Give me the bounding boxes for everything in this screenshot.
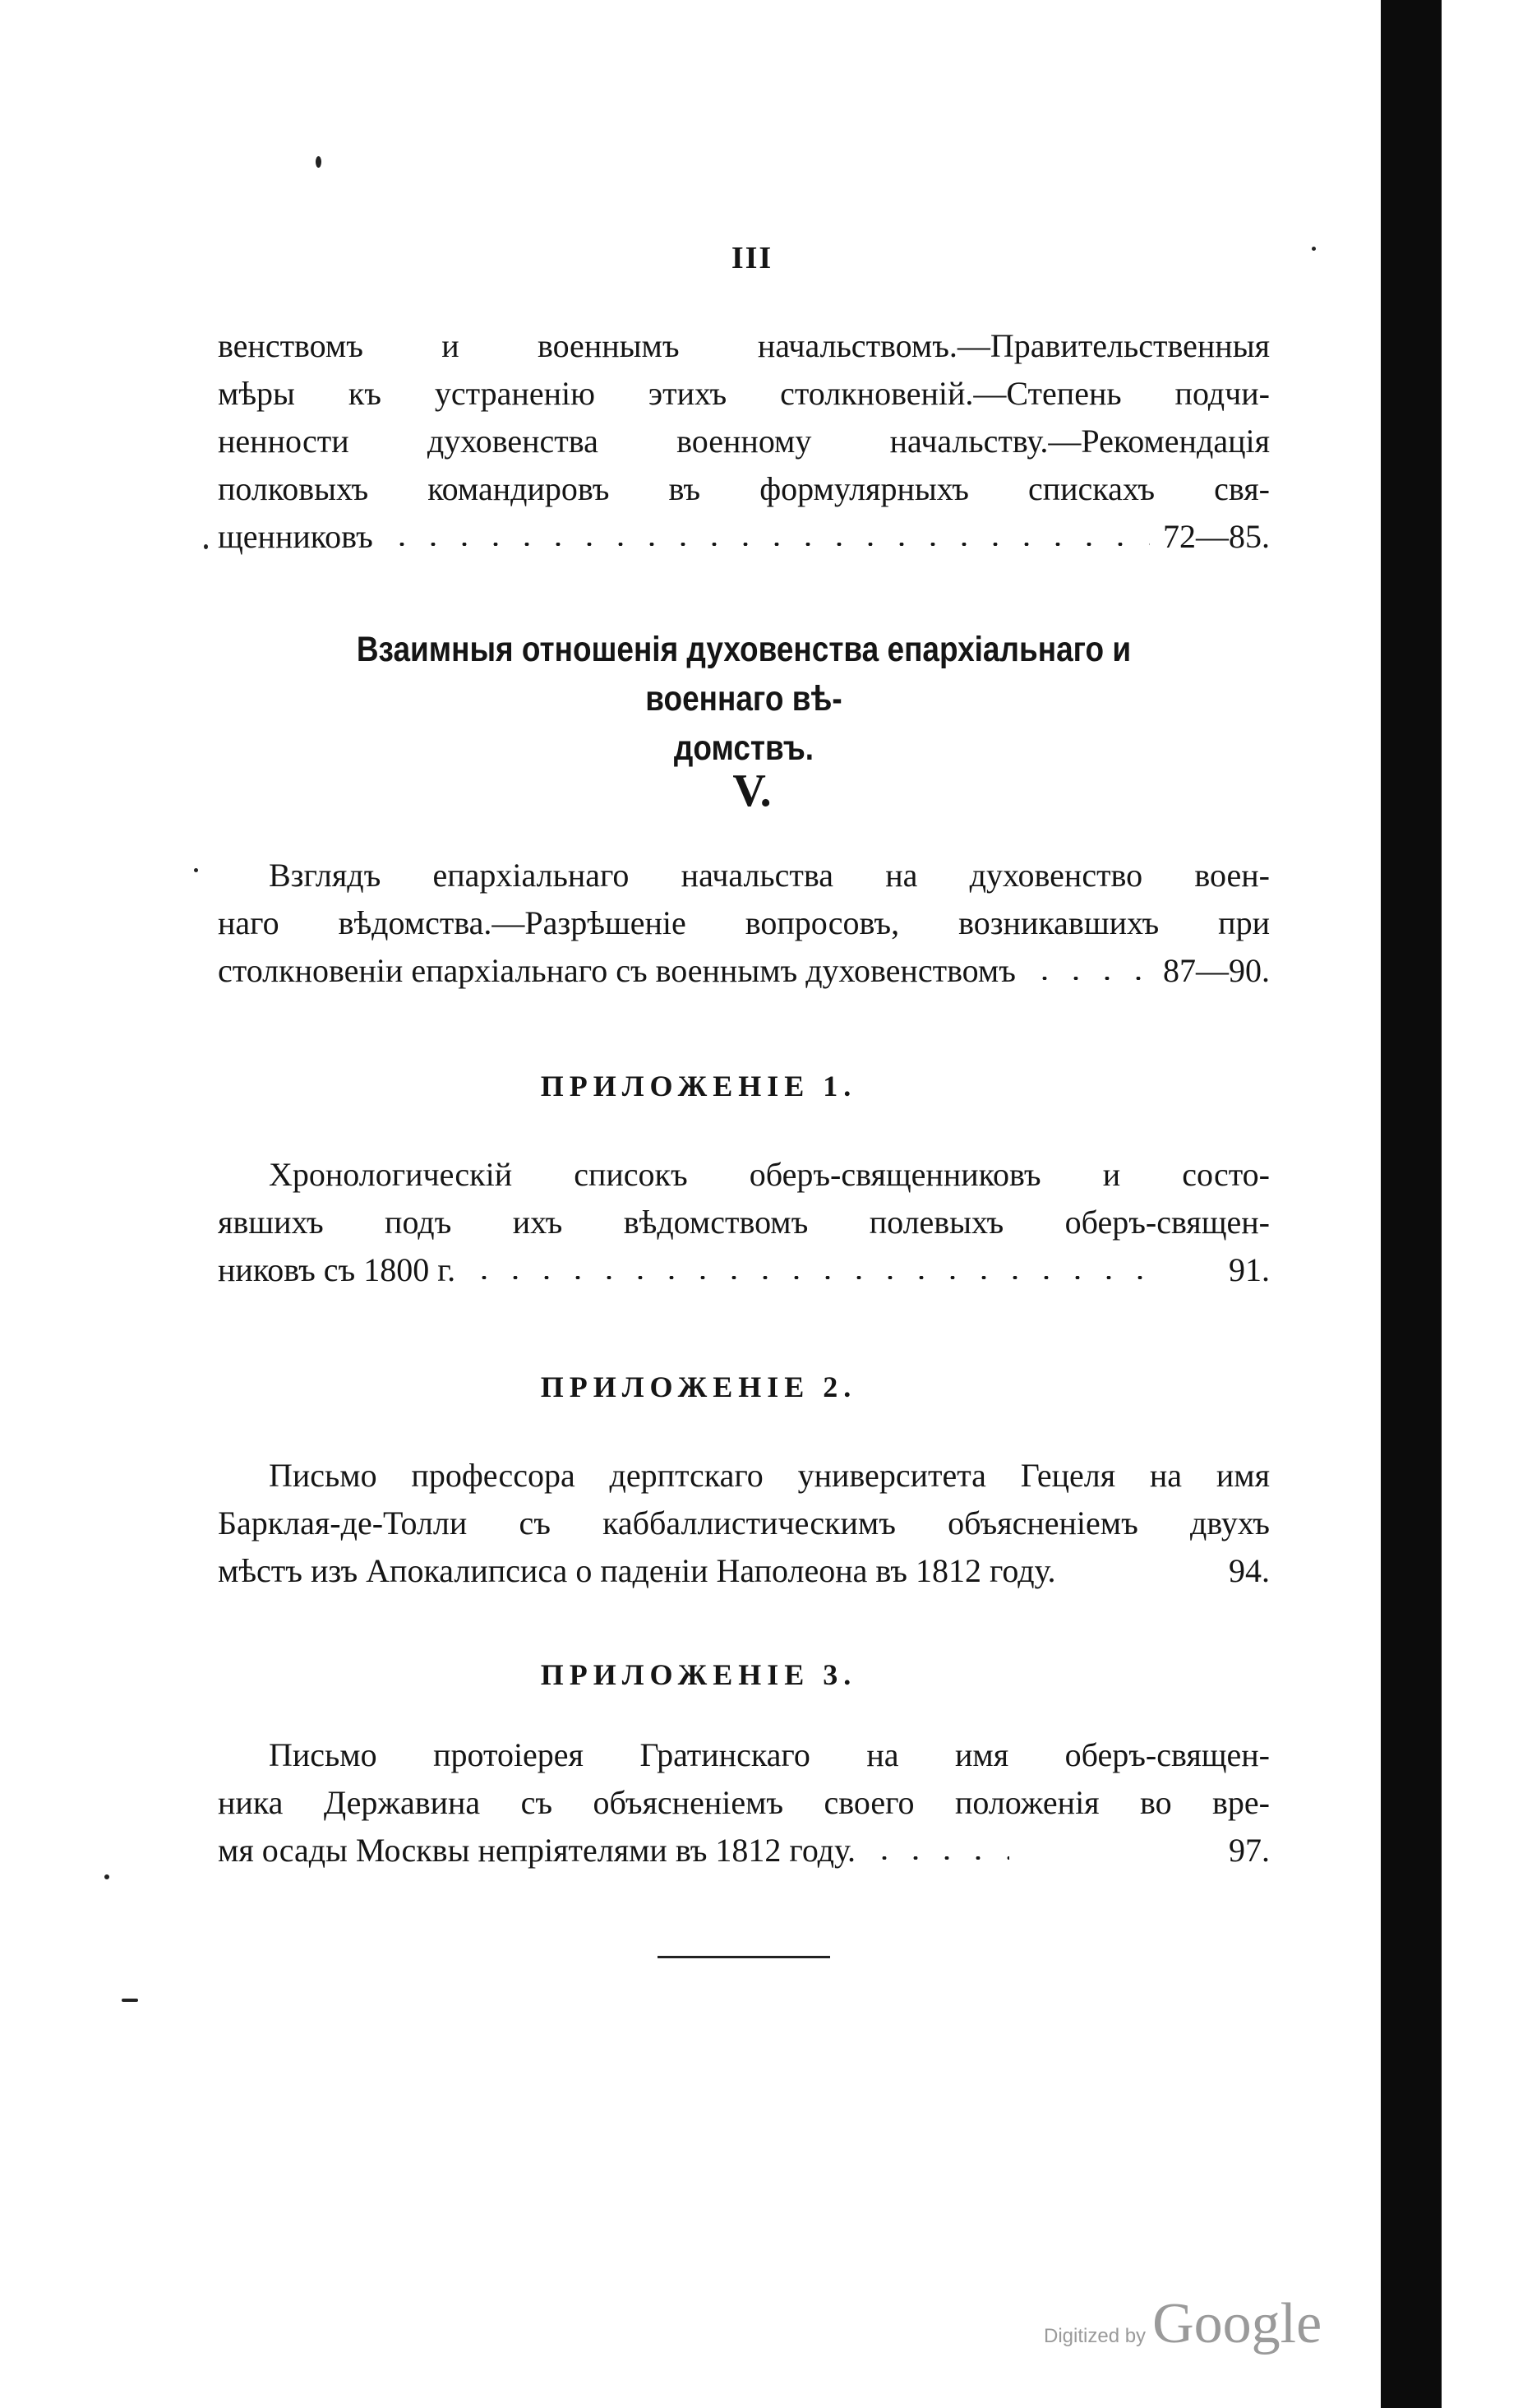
toc-line: мѣры къ устраненію этихъ столкновеній.—Степень подчи- [218,375,1270,412]
toc-line: щенниковъ [218,518,373,555]
toc-line: Взглядъ епархіальнаго начальства на духовенство воен- [269,857,1270,894]
section-heading [292,625,1197,773]
dot-leader [869,1856,1009,1860]
toc-line: полковыхъ командировъ въ формулярныхъ спискахъ свя- [218,470,1270,507]
toc-line: Письмо профессора дерптскаго университета Гецеля на имя [269,1457,1270,1494]
digitized-watermark [1044,2291,1389,2357]
section-heading-line: Взаимныя отношенія духовенства епархіальнаго и военнаго вѣ- [356,630,1132,719]
toc-entry-appendix-1 [218,1151,1270,1294]
toc-line: мя осады Москвы непріятелями въ 1812 году. [218,1832,856,1869]
page-number-ref: 91. [1229,1251,1270,1288]
scan-speck [204,544,208,549]
toc-line: никовъ съ 1800 г. [218,1251,456,1288]
toc-entry-appendix-3 [218,1731,1270,1874]
toc-line: ника Державина съ объясненіемъ своего положенія во вре- [218,1784,1270,1821]
toc-line: столкновеніи епархіальнаго съ военнымъ духовенствомъ [218,952,1016,989]
page-range: 72—85. [1163,518,1270,555]
chapter-numeral: V. [732,765,772,816]
toc-line: мѣстъ изъ Апокалипсиса о паденіи Наполеона въ 1812 году. [218,1552,1056,1589]
toc-line: ненности духовенства военному начальству.—Рекомендація [218,423,1270,460]
toc-leader-line [218,513,1270,561]
dot-leader [1029,977,1150,980]
scan-speck [194,868,198,872]
toc-line: Барклая-де-Толли съ каббаллистическимъ объясненіемъ двухъ [218,1504,1270,1541]
toc-leader-line [218,947,1270,995]
scan-speck [122,1999,138,2002]
google-logo: Google [1152,2292,1322,2355]
toc-entry-section-v [218,852,1270,995]
toc-leader-line [218,1827,1270,1874]
dot-leader [468,1276,1150,1279]
toc-line: явшихъ подъ ихъ вѣдомствомъ полевыхъ оберъ-священ- [218,1204,1270,1241]
toc-line-with-page [218,1547,1270,1595]
appendix-1-title: ПРИЛОЖЕНІЕ 1. [540,1070,857,1102]
page-number: III [731,241,773,275]
dot-leader [386,543,1150,546]
section-heading-line: домствъ. [673,728,814,768]
toc-line: Письмо протоіерея Гратинскаго на имя оберъ-священ- [269,1736,1270,1773]
toc-line: венствомъ и военнымъ начальствомъ.—Правительственныя [218,327,1270,364]
page-range: 87—90. [1163,952,1270,989]
toc-entry-appendix-2 [218,1452,1270,1595]
appendix-3-title: ПРИЛОЖЕНІЕ 3. [540,1658,857,1691]
scan-margin [1442,0,1532,2408]
scan-speck [316,156,321,168]
scan-edge-shadow [1381,0,1442,2408]
toc-line: наго вѣдомства.—Разрѣшеніе вопросовъ, возникавшихъ при [218,904,1270,941]
toc-entry-section-iv [218,322,1270,561]
watermark-prefix: Digitized by [1044,2325,1147,2347]
toc-leader-line [218,1246,1270,1294]
scan-speck [1312,247,1316,251]
page-number-ref: 94. [1229,1552,1270,1589]
appendix-2-title: ПРИЛОЖЕНІЕ 2. [540,1370,857,1403]
closing-rule [658,1956,830,1958]
scan-speck [104,1874,109,1879]
toc-line: Хронологическій списокъ оберъ-священниковъ и состо- [269,1156,1270,1193]
page-number-ref: 97. [1229,1832,1271,1869]
